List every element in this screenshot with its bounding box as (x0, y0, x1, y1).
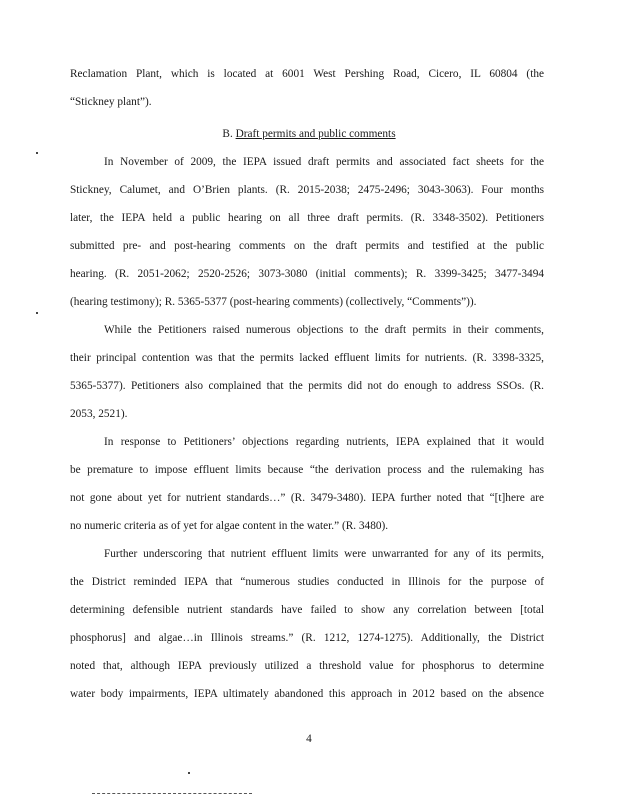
section-heading-letter: B. (222, 128, 233, 140)
scan-speck (188, 772, 190, 774)
paragraph-2-line-3: 5365-5377). Petitioners also complained that the permits did not do enough to address SSOs. (R. (70, 380, 544, 392)
scan-speck (36, 152, 38, 154)
footer-rule (92, 793, 252, 795)
paragraph-3-line-4: no numeric criteria as of yet for algae content in the water.” (R. 3480). (70, 520, 389, 532)
paragraph-0-line-2: “Stickney plant”). (70, 96, 152, 108)
paragraph-4-line-2: the District reminded IEPA that “numerous studies conducted in Illinois for the purpose of (70, 576, 544, 588)
section-heading-title: Draft permits and public comments (235, 128, 396, 140)
paragraph-3-line-1: In response to Petitioners’ objections regarding nutrients, IEPA explained that it would (104, 436, 544, 448)
page-number: 4 (306, 733, 312, 745)
paragraph-1-line-2: Stickney, Calumet, and O’Brien plants. (R. 2015-2038; 2475-2496; 3043-3063). Four months (70, 184, 544, 196)
paragraph-4-line-1: Further underscoring that nutrient effluent limits were unwarranted for any of its permits, (104, 548, 544, 560)
paragraph-4-line-5: noted that, although IEPA previously utilized a threshold value for phosphorus to determine (70, 660, 544, 672)
paragraph-2-line-2: their principal contention was that the permits lacked effluent limits for nutrients. (R. 3398-3325, (70, 352, 544, 364)
paragraph-3-line-2: be premature to impose effluent limits because “the derivation process and the rulemaking has (70, 464, 544, 476)
paragraph-1-line-1: In November of 2009, the IEPA issued draft permits and associated fact sheets for the (104, 156, 544, 168)
paragraph-1-line-4: submitted pre- and post-hearing comments on the draft permits and testified at the public (70, 240, 544, 252)
section-heading (0, 127, 618, 141)
scan-speck (36, 312, 38, 314)
paragraph-3-line-3: not gone about yet for nutrient standards…” (R. 3479-3480). IEPA further noted that “[t]here are (70, 492, 544, 504)
paragraph-2-line-4: 2053, 2521). (70, 408, 128, 420)
paragraph-1-line-3: later, the IEPA held a public hearing on all three draft permits. (R. 3348-3502). Petitioners (70, 212, 544, 224)
paragraph-1-line-6: (hearing testimony); R. 5365-5377 (post-hearing comments) (collectively, “Comments”)). (70, 296, 477, 308)
paragraph-2-line-1: While the Petitioners raised numerous objections to the draft permits in their comments, (104, 324, 544, 336)
paragraph-4-line-6: water body impairments, IEPA ultimately abandoned this approach in 2012 based on the absence (70, 688, 544, 700)
paragraph-4-line-3: determining defensible nutrient standards have failed to show any correlation between [total (70, 604, 544, 616)
paragraph-4-line-4: phosphorus] and algae…in Illinois streams.” (R. 1212, 1274-1275). Additionally, the District (70, 632, 544, 644)
paragraph-0-line-1: Reclamation Plant, which is located at 6001 West Pershing Road, Cicero, IL 60804 (the (70, 68, 544, 80)
paragraph-1-line-5: hearing. (R. 2051-2062; 2520-2526; 3073-3080 (initial comments); R. 3399-3425; 3477-3494 (70, 268, 544, 280)
